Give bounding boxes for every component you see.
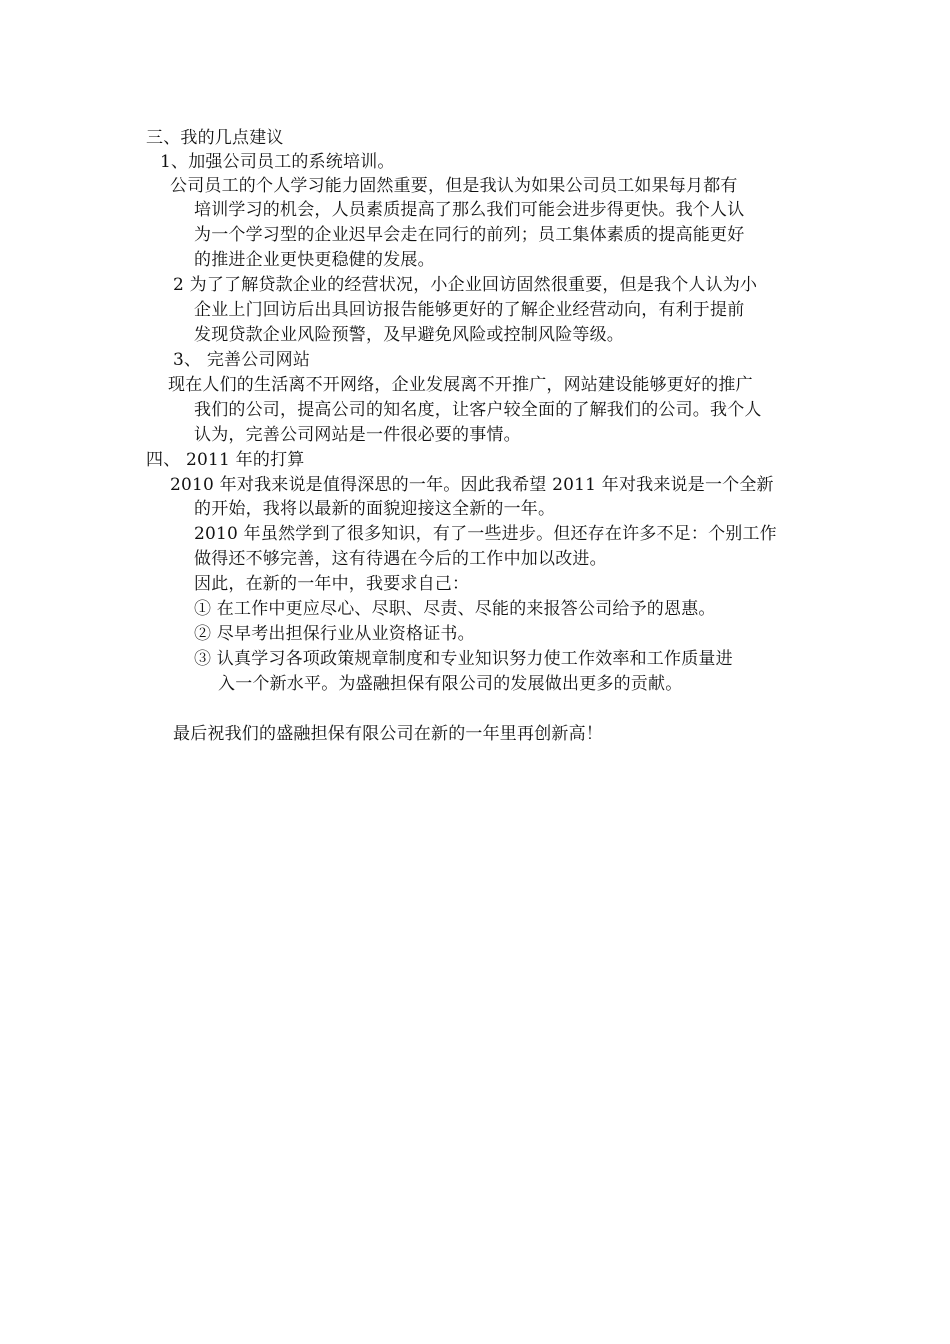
item-1-heading: 1、加强公司员工的系统培训。 xyxy=(160,152,395,172)
goal-3-continued: 入一个新水平。为盛融担保有限公司的发展做出更多的贡献。 xyxy=(218,674,683,694)
item-2-line-1: 2 为了了解贷款企业的经营状况，小企业回访固然很重要，但是我个人认为小 xyxy=(173,275,758,295)
plan-para-1-line-2: 的开始，我将以最新的面貌迎接这全新的一年。 xyxy=(194,499,556,519)
plan-intro: 因此，在新的一年中，我要求自己： xyxy=(194,574,470,594)
goal-3: ③ 认真学习各项政策规章制度和专业知识努力使工作效率和工作质量进 xyxy=(194,649,733,669)
item-1-line-2: 培训学习的机会，人员素质提高了那么我们可能会进步得更快。我个人认 xyxy=(194,200,745,220)
plan-para-1-line-1: 2010 年对我来说是值得深思的一年。因此我希望 2011 年对我来说是一个全新 xyxy=(170,475,774,495)
item-2-line-2: 企业上门回访后出具回访报告能够更好的了解企业经营动向，有利于提前 xyxy=(194,300,745,320)
item-3-line-1: 现在人们的生活离不开网络，企业发展离不开推广，网站建设能够更好的推广 xyxy=(168,375,753,395)
plan-para-2-line-2: 做得还不够完善，这有待遇在今后的工作中加以改进。 xyxy=(194,549,607,569)
plan-para-2-line-1: 2010 年虽然学到了很多知识，有了一些进步。但还存在许多不足：个别工作 xyxy=(194,524,777,544)
item-1-line-1: 公司员工的个人学习能力固然重要，但是我认为如果公司员工如果每月都有 xyxy=(170,176,738,196)
goal-1: ① 在工作中更应尽心、尽职、尽责、尽能的来报答公司给予的恩惠。 xyxy=(194,599,716,619)
goal-2: ② 尽早考出担保行业从业资格证书。 xyxy=(194,624,475,644)
item-1-line-3: 为一个学习型的企业迟早会走在同行的前列；员工集体素质的提高能更好 xyxy=(194,225,745,245)
section-3-heading: 三、我的几点建议 xyxy=(146,128,284,148)
closing-line: 最后祝我们的盛融担保有限公司在新的一年里再创新高！ xyxy=(173,724,603,744)
item-1-line-4: 的推进企业更快更稳健的发展。 xyxy=(194,250,435,270)
item-3-line-2: 我们的公司，提高公司的知名度，让客户较全面的了解我们的公司。我个人 xyxy=(194,400,762,420)
section-4-heading: 四、 2011 年的打算 xyxy=(146,450,305,470)
item-3-heading: 3、 完善公司网站 xyxy=(173,350,311,370)
item-2-line-3: 发现贷款企业风险预警，及早避免风险或控制风险等级。 xyxy=(194,325,624,345)
item-3-line-3: 认为，完善公司网站是一件很必要的事情。 xyxy=(194,425,521,445)
